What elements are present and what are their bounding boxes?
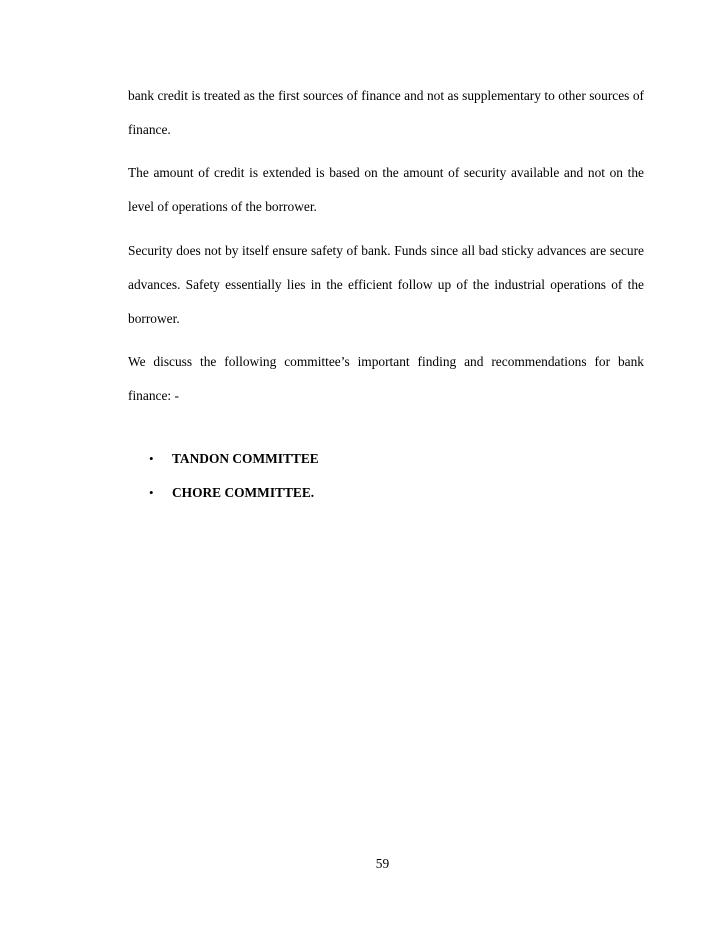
committee-list	[149, 442, 319, 510]
bullet-icon: •	[149, 485, 154, 500]
paragraph-committee-intro: We discuss the following committee’s important finding and recommendations for bank finance: -	[128, 354, 644, 403]
bullet-icon: •	[149, 451, 154, 466]
list-item	[149, 442, 319, 476]
list-item-label: CHORE COMMITTEE.	[172, 485, 315, 500]
list-item	[149, 476, 319, 510]
paragraph-amount-of-credit: The amount of credit is extended is based on the amount of security available and not on the level of operations of the borrower.	[128, 165, 644, 214]
paragraph-security: Security does not by itself ensure safety of bank. Funds since all bad sticky advances are secure advances. Safety essentially lies in the efficient follow up of the industrial operations of the borrower.	[128, 243, 644, 326]
paragraph-bank-credit: bank credit is treated as the first sources of finance and not as supplementary to other sources of finance.	[128, 88, 644, 137]
page-number: 59	[375, 856, 390, 871]
list-item-label: TANDON COMMITTEE	[172, 451, 319, 466]
